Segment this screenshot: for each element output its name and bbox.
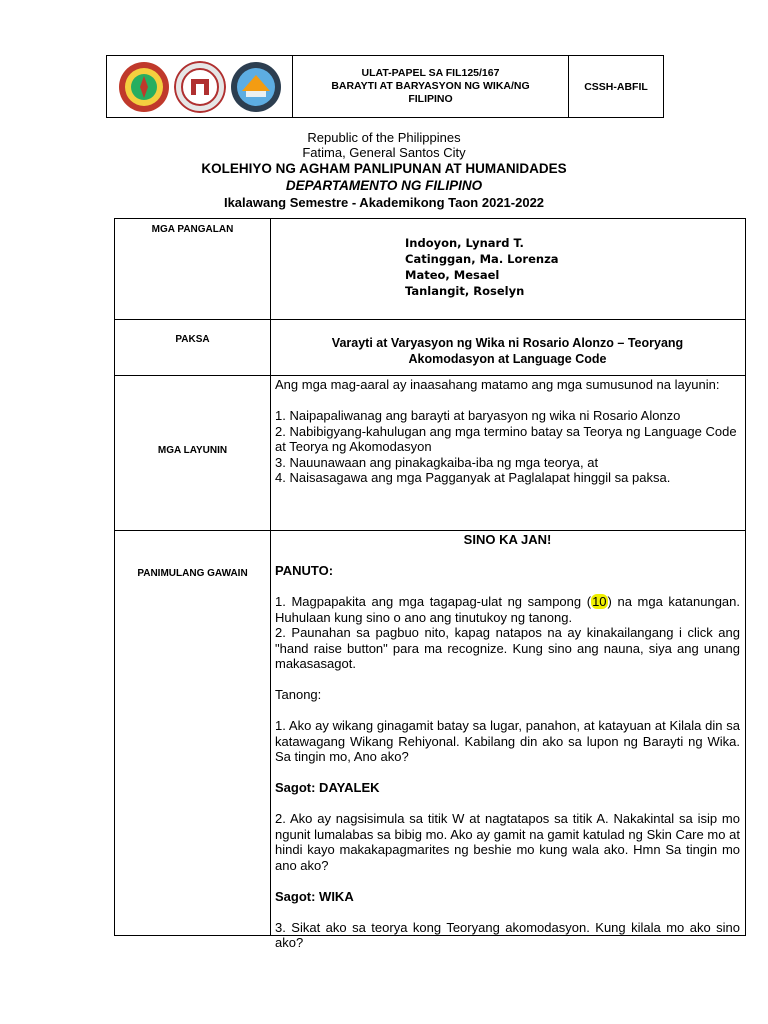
instruction-item (275, 594, 740, 625)
highlighted-number: 10 (592, 594, 607, 609)
semester-line: Ikalawang Semestre - Akademikong Taon 2021-2022 (223, 195, 545, 210)
topic-line2: Akomodasyon at Language Code (408, 352, 607, 366)
department-name: DEPARTAMENTO NG FILIPINO (285, 178, 483, 193)
instruction-text: 1. Magpapakita ang mga tagapag-ulat ng sampong ( (275, 594, 592, 609)
objectives-row (115, 376, 745, 531)
report-title-line2: BARAYTI AT BARYASYON NG WIKA/NG (331, 80, 530, 92)
name-item: Catinggan, Ma. Lorenza (405, 252, 559, 266)
topic-label: PAKSA (115, 320, 271, 375)
report-table (114, 218, 746, 950)
report-title-line1: ULAT-PAPEL SA FIL125/167 (361, 67, 500, 79)
question-heading: Tanong: (275, 687, 322, 702)
answer-item: Sagot: DAYALEK (275, 780, 380, 795)
university-seal-icon (118, 61, 170, 113)
institution-block (0, 130, 768, 212)
department-seal-icon (230, 61, 282, 113)
question-item: 2. Ako ay nagsisimula sa titik W at nagtatapos sa titik A. Nakakintal sa isip mo ngunit lumalabas sa bibig mo. Ako ay gamit na gamit katulad ng Skin Care mo at hindi kayo makakapagmarites ng beshie mo kung wala ako. Hmn Sa tingin mo ano ako? (275, 811, 740, 873)
names-list (271, 219, 745, 319)
report-title (293, 56, 569, 117)
name-item: Tanlangit, Roselyn (405, 284, 525, 298)
course-code: CSSH-ABFIL (584, 80, 648, 93)
document-header (106, 55, 664, 118)
instruction-text: ) na mga katanungan. Huhulaan kung sino o ano ang tinutukoy ng tanong. (275, 594, 740, 625)
topic-row (115, 320, 745, 376)
question-item: 1. Ako ay wikang ginagamit batay sa lugar, panahon, at katayuan at Kilala din sa katawagang Wikang Rehiyonal. Kabilang din ako sa lupon ng Barayti ng Wika. Sa tingin mo, Ano ako? (275, 718, 740, 764)
objectives-intro: Ang mga mag-aaral ay inaasahang matamo ang mga sumusunod na layunin: (275, 377, 720, 392)
college-seal-icon (174, 61, 226, 113)
answer-item: Sagot: WIKA (275, 888, 354, 904)
objective-item: 1. Naipapaliwanag ang barayti at baryasyon ng wika ni Rosario Alonzo (275, 408, 681, 423)
objectives-label: MGA LAYUNIN (115, 376, 271, 530)
instruction-item: 2. Paunahan sa pagbuo nito, kapag natapos na ay kinakailangang i click ang "hand raise button" para ma recognize. Kung sino ang nauna, siya ang unang makasasagot. (275, 625, 740, 671)
question-item: 3. Sikat ako sa teorya kong Teoryang akomodasyon. Kung kilala mo ako sino ako? (275, 919, 740, 950)
location-line: Fatima, General Santos City (302, 145, 466, 160)
report-title-line3: FILIPINO (408, 93, 453, 105)
topic-text (271, 320, 745, 375)
objective-item: 2. Nabibigyang-kahulugan ang mga termino batay sa Teorya ng Language Code at Teorya ng Akomodasyon (275, 423, 737, 454)
instructions-heading: PANUTO: (275, 563, 334, 578)
name-item: Mateo, Mesael (405, 268, 500, 282)
objective-item: 3. Nauunawaan ang pinakagkaiba-iba ng mga teorya, at (275, 454, 599, 470)
objectives-content (271, 376, 745, 530)
name-item: Indoyon, Lynard T. (405, 236, 524, 250)
activity-row (115, 531, 745, 950)
college-name: KOLEHIYO NG AGHAM PANLIPUNAN AT HUMANIDADES (201, 161, 567, 176)
objective-item: 4. Naisasagawa ang mga Pagganyak at Paglalapat hinggil sa paksa. (275, 470, 671, 485)
activity-label: PANIMULANG GAWAIN (115, 531, 271, 936)
logo-cell (107, 56, 293, 117)
names-row (115, 219, 745, 320)
activity-title: SINO KA JAN! (463, 532, 552, 547)
topic-line1: Varayti at Varyasyon ng Wika ni Rosario Alonzo – Teoryang (331, 336, 684, 350)
country-line: Republic of the Philippines (307, 130, 461, 145)
activity-content (271, 531, 745, 950)
names-label: MGA PANGALAN (115, 219, 271, 319)
